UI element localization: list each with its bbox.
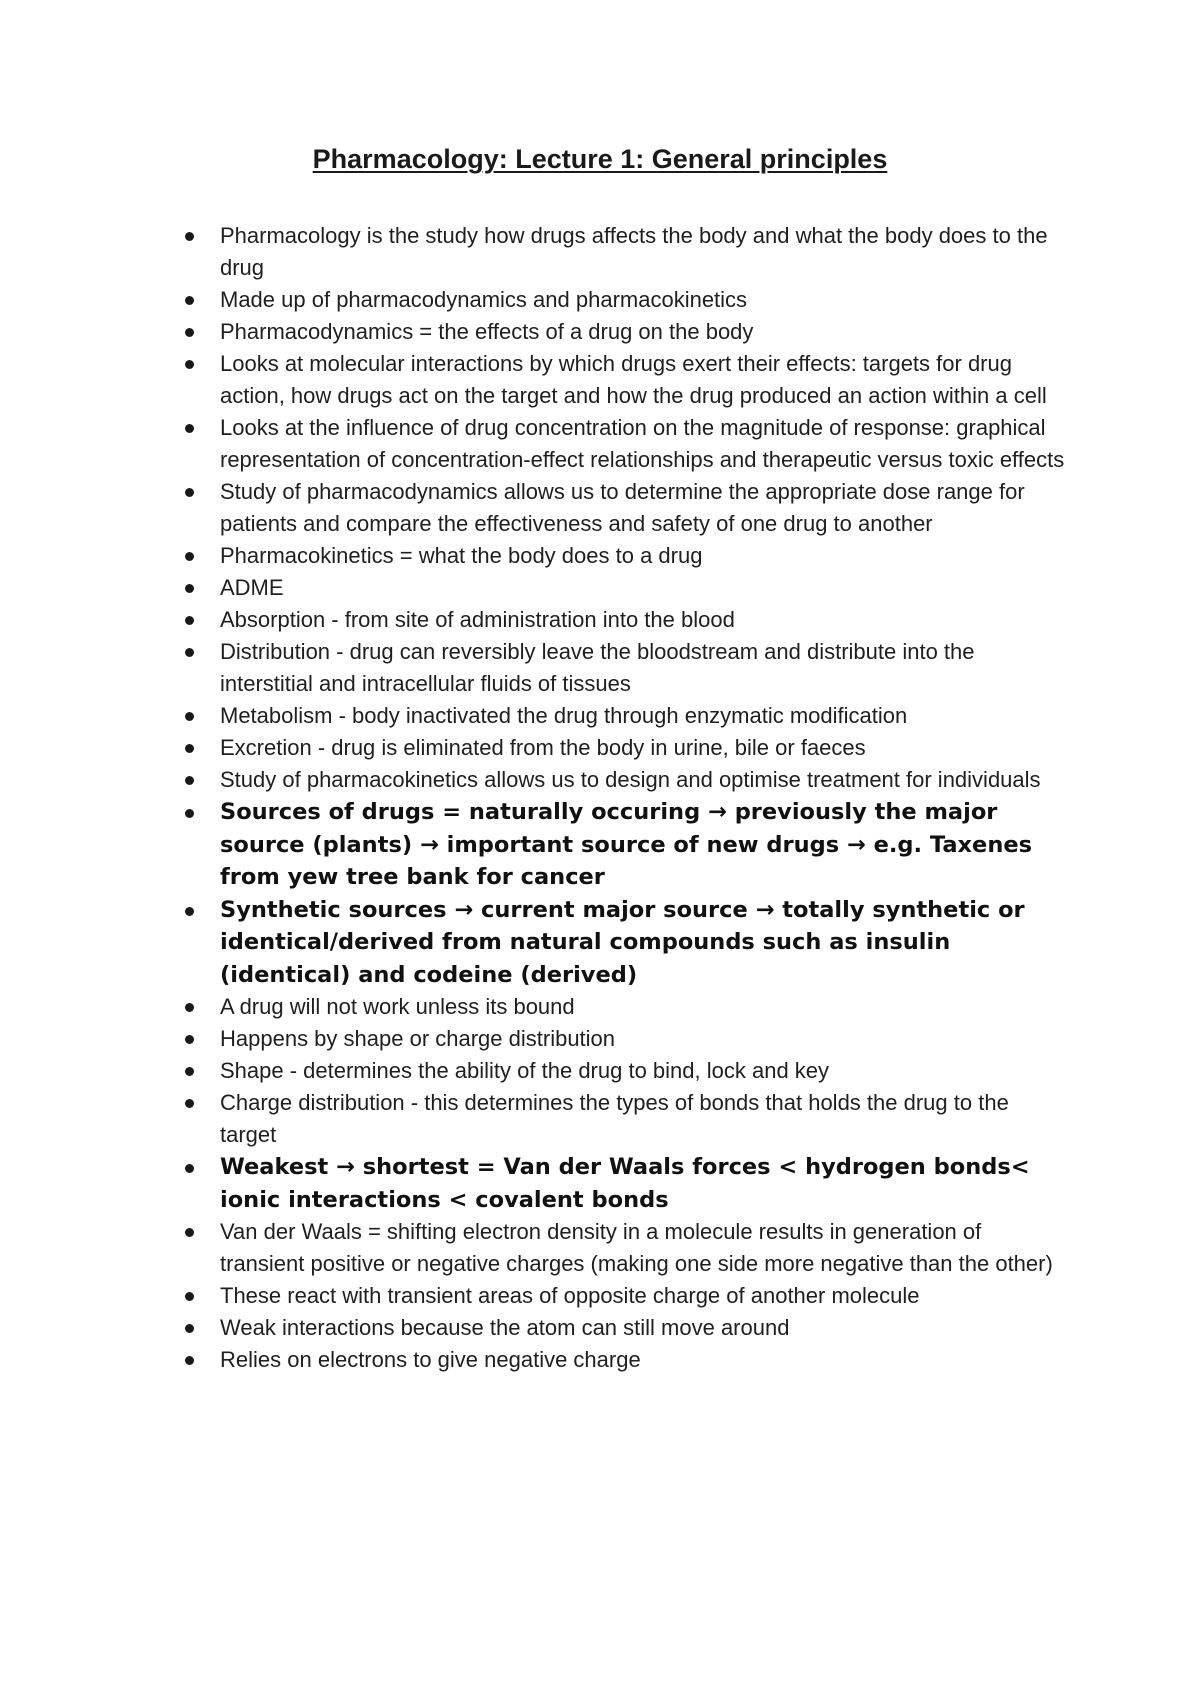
list-item-text: Pharmacology is the study how drugs affects the body and what the body does to the drug bbox=[220, 223, 1048, 280]
bullet-icon bbox=[185, 488, 194, 497]
list-item bbox=[0, 991, 1070, 1023]
list-item-text: Looks at the influence of drug concentration on the magnitude of response: graphical representation of concentration-effect relationships and therapeutic versus toxic effects bbox=[220, 415, 1065, 472]
list-item-text: Synthetic sources → current major source → totally synthetic or identical/derived from natural compounds such as insulin (identical) and codeine (derived) bbox=[220, 896, 1025, 988]
document-title-text: Pharmacology: Lecture 1: General principles bbox=[312, 144, 888, 174]
list-item bbox=[0, 1087, 1070, 1151]
list-item-text: Van der Waals = shifting electron density in a molecule results in generation of transient positive or negative charges (making one side more negative than the other) bbox=[220, 1219, 1053, 1276]
bullet-icon bbox=[185, 328, 194, 337]
bullet-icon bbox=[185, 296, 194, 305]
bullet-icon bbox=[185, 907, 194, 916]
bullet-icon bbox=[185, 1292, 194, 1301]
list-item-bold bbox=[0, 894, 1070, 992]
bullet-icon bbox=[185, 1003, 194, 1012]
bullet-icon bbox=[185, 744, 194, 753]
list-item-text: Made up of pharmacodynamics and pharmacokinetics bbox=[220, 287, 748, 312]
list-item-bold bbox=[0, 1151, 1070, 1216]
list-item-text: Pharmacokinetics = what the body does to a drug bbox=[220, 543, 703, 568]
list-item bbox=[0, 348, 1070, 412]
list-item bbox=[0, 412, 1070, 476]
bullet-icon bbox=[185, 360, 194, 369]
bullet-icon bbox=[185, 776, 194, 785]
list-item bbox=[0, 1312, 1070, 1344]
list-item-text: Happens by shape or charge distribution bbox=[220, 1026, 616, 1051]
list-item-text: Shape - determines the ability of the drug to bind, lock and key bbox=[220, 1058, 830, 1083]
list-item-text: Distribution - drug can reversibly leave the bloodstream and distribute into the interstitial and intracellular fluids of tissues bbox=[220, 639, 975, 696]
list-item bbox=[0, 220, 1070, 284]
list-item-text: Weak interactions because the atom can still move around bbox=[220, 1315, 790, 1340]
list-item bbox=[0, 316, 1070, 348]
list-item bbox=[0, 476, 1070, 540]
list-item-text: Study of pharmacodynamics allows us to determine the appropriate dose range for patients and compare the effectiveness and safety of one drug to another bbox=[220, 479, 1025, 536]
list-item-text: These react with transient areas of opposite charge of another molecule bbox=[220, 1283, 920, 1308]
list-item-bold bbox=[0, 796, 1070, 894]
bullet-icon bbox=[185, 584, 194, 593]
bullet-icon bbox=[185, 712, 194, 721]
list-item bbox=[0, 1055, 1070, 1087]
list-item-text: Sources of drugs = naturally occuring → previously the major source (plants) → important source of new drugs → e.g. Taxenes from yew tree bank for cancer bbox=[220, 799, 1032, 890]
bullet-icon bbox=[185, 1228, 194, 1237]
list-item bbox=[0, 572, 1070, 604]
list-item-text: A drug will not work unless its bound bbox=[220, 994, 575, 1019]
bullet-icon bbox=[185, 616, 194, 625]
list-item-text: Charge distribution - this determines the types of bonds that holds the drug to the target bbox=[220, 1090, 1009, 1147]
document-title bbox=[0, 141, 1200, 177]
list-item bbox=[0, 1280, 1070, 1312]
list-item bbox=[0, 700, 1070, 732]
list-item-text: Absorption - from site of administration into the blood bbox=[220, 607, 735, 632]
bullet-icon bbox=[185, 1067, 194, 1076]
list-item-text: Relies on electrons to give negative charge bbox=[220, 1347, 641, 1372]
list-item bbox=[0, 1023, 1070, 1055]
list-item-text: Looks at molecular interactions by which drugs exert their effects: targets for drug action, how drugs act on the target and how the drug produced an action within a cell bbox=[220, 351, 1047, 408]
bullet-icon bbox=[185, 232, 194, 241]
list-item bbox=[0, 284, 1070, 316]
list-item-text: Metabolism - body inactivated the drug through enzymatic modification bbox=[220, 703, 908, 728]
list-item-text: Weakest → shortest = Van der Waals forces < hydrogen bonds< ionic interactions < covalent bonds bbox=[220, 1154, 1030, 1213]
list-item bbox=[0, 764, 1070, 796]
bullet-icon bbox=[185, 1099, 194, 1108]
list-item-text: Study of pharmacokinetics allows us to design and optimise treatment for individuals bbox=[220, 767, 1041, 792]
list-item-text: Excretion - drug is eliminated from the body in urine, bile or faeces bbox=[220, 735, 866, 760]
list-item bbox=[0, 540, 1070, 572]
list-item bbox=[0, 1344, 1070, 1376]
bullet-icon bbox=[185, 1035, 194, 1044]
list-item-text: ADME bbox=[220, 575, 284, 600]
bullet-icon bbox=[185, 1356, 194, 1365]
notes-list bbox=[0, 220, 1200, 1376]
list-item-text: Pharmacodynamics = the effects of a drug on the body bbox=[220, 319, 754, 344]
list-item bbox=[0, 604, 1070, 636]
list-item bbox=[0, 636, 1070, 700]
bullet-icon bbox=[185, 552, 194, 561]
list-item bbox=[0, 1216, 1070, 1280]
bullet-icon bbox=[185, 424, 194, 433]
bullet-icon bbox=[185, 1164, 194, 1173]
bullet-icon bbox=[185, 648, 194, 657]
bullet-icon bbox=[185, 809, 194, 818]
bullet-icon bbox=[185, 1324, 194, 1333]
list-item bbox=[0, 732, 1070, 764]
